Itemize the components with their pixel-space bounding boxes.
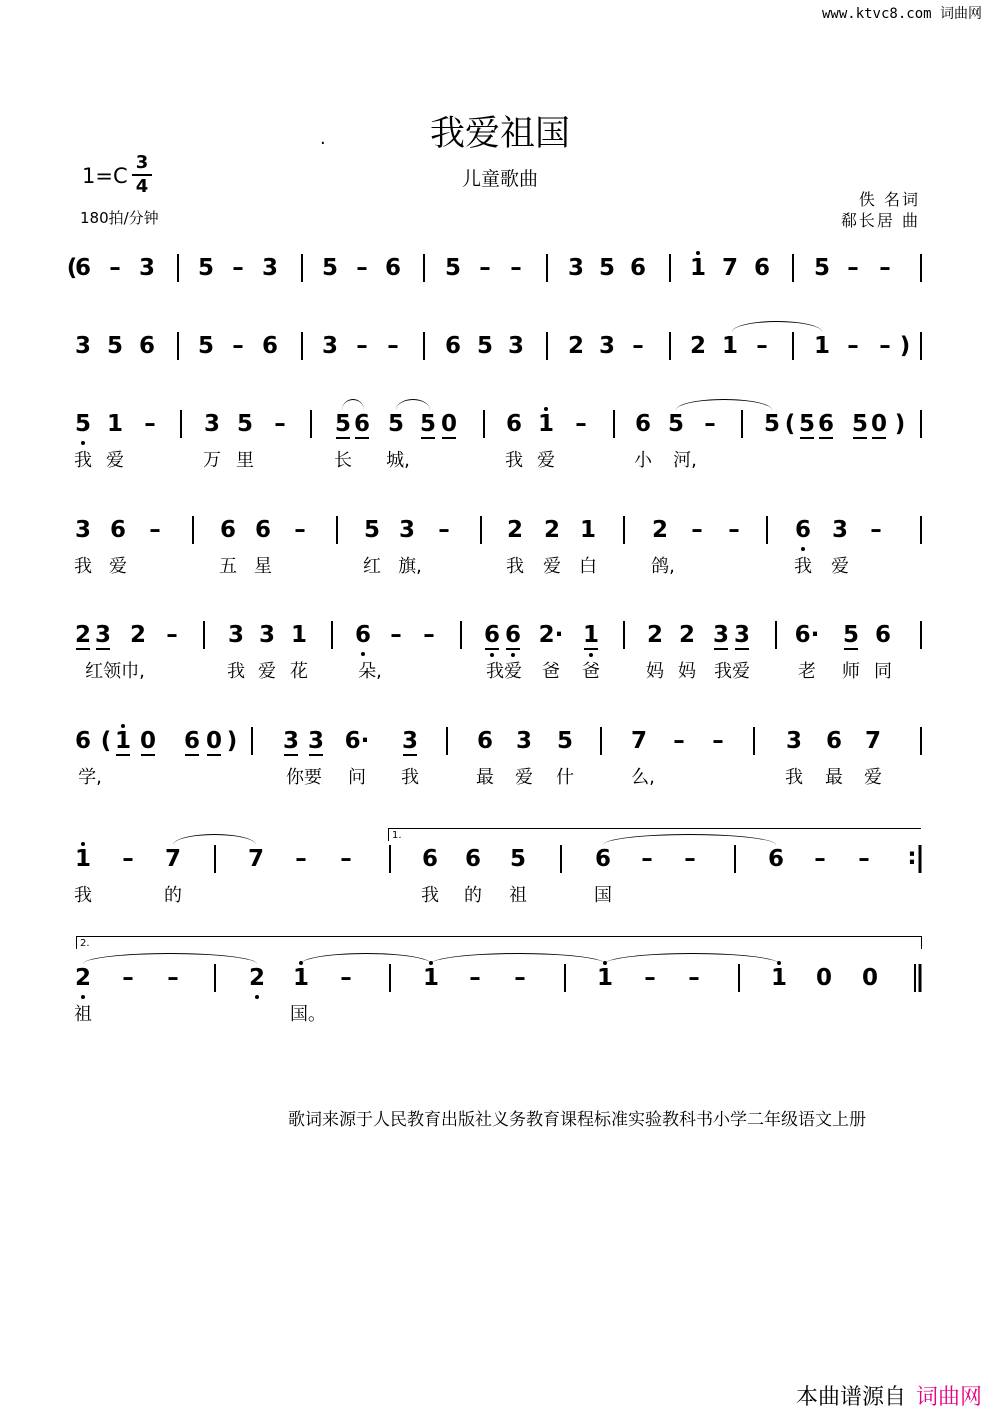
barline [564, 964, 566, 992]
lyric: 国。 [290, 1004, 326, 1025]
note: 5 [106, 333, 124, 359]
note: 6 [825, 728, 843, 754]
note: 6 [183, 728, 201, 754]
note: ( [784, 411, 796, 437]
note: 3 [567, 255, 585, 281]
note: – [232, 255, 244, 281]
note: – [144, 411, 156, 437]
note: 3 [515, 728, 533, 754]
note: – [294, 517, 306, 543]
lyric: 爱 [515, 767, 533, 788]
note: 1 [537, 411, 555, 437]
lyric: 城, [386, 450, 410, 471]
note: 1 [292, 965, 310, 991]
slur [431, 953, 605, 964]
note: – [684, 846, 696, 872]
note: 2 [646, 622, 664, 648]
note: 5 [197, 255, 215, 281]
barline [560, 845, 562, 873]
repeat-sign: : [907, 844, 917, 870]
note: ) [899, 333, 911, 359]
time-signature-top: 3 [135, 152, 149, 173]
lyric: 爱 [258, 661, 276, 682]
barline [331, 621, 333, 649]
time-signature-bottom: 4 [135, 176, 149, 197]
tempo-marking: 180拍/分钟 [80, 209, 159, 227]
lyric: 师 [842, 661, 860, 682]
barline [920, 727, 922, 755]
stray-mark: . [320, 128, 326, 149]
barline [192, 516, 194, 544]
slur [342, 399, 364, 410]
note: 1 [106, 411, 124, 437]
note: 2 [567, 333, 585, 359]
barline [480, 516, 482, 544]
lyric: 你要 [286, 767, 322, 788]
barline [180, 410, 182, 438]
lyric: 我爱 [714, 661, 750, 682]
lyric: 旗, [398, 556, 422, 577]
note: – [469, 965, 481, 991]
note: 2 [678, 622, 696, 648]
note: 5 [419, 411, 437, 437]
note: 2 [129, 622, 147, 648]
note: 0 [205, 728, 223, 754]
note: 3 [733, 622, 751, 648]
note: 7 [630, 728, 648, 754]
lyric: 爸 [582, 661, 600, 682]
slur [605, 953, 779, 964]
note: – [712, 728, 724, 754]
note: – [356, 333, 368, 359]
note: 5 [321, 255, 339, 281]
barline [301, 254, 303, 282]
note: – [673, 728, 685, 754]
note: 7 [164, 846, 182, 872]
note: 2 [543, 517, 561, 543]
note: 6· [344, 728, 370, 754]
note: 3 [138, 255, 156, 281]
lyric: 我 [74, 885, 92, 906]
lyric: 万 [203, 450, 221, 471]
lyric: 最 [825, 767, 843, 788]
lyric: 我 [401, 767, 419, 788]
note: 7 [247, 846, 265, 872]
note: 5 [598, 255, 616, 281]
note: 3 [785, 728, 803, 754]
lyric: 最 [476, 767, 494, 788]
lyric: 河, [673, 450, 697, 471]
note: – [644, 965, 656, 991]
barline [177, 254, 179, 282]
lyrics-source-note: 歌词来源于人民教育出版社义务教育课程标准实验教科书小学二年级语文上册 [288, 1110, 866, 1130]
lyric: 红领巾, [85, 661, 145, 682]
note: – [879, 255, 891, 281]
note: 5 [556, 728, 574, 754]
note: 1 [596, 965, 614, 991]
lyric: 的 [164, 885, 182, 906]
slur [396, 399, 430, 410]
song-subtitle: 儿童歌曲 [461, 168, 538, 190]
note: – [870, 517, 882, 543]
note: 0 [870, 411, 888, 437]
lyric: 我 [74, 450, 92, 471]
final-barline [919, 845, 922, 873]
note: 6 [138, 333, 156, 359]
barline [920, 516, 922, 544]
note: 6 [594, 846, 612, 872]
note: 6 [629, 255, 647, 281]
note: 2 [506, 517, 524, 543]
note: 6 [109, 517, 127, 543]
note: 1 [813, 333, 831, 359]
note: – [390, 622, 402, 648]
note: 5 [842, 622, 860, 648]
lyric: 爱 [109, 556, 127, 577]
note: – [847, 255, 859, 281]
barline [301, 332, 303, 360]
key-signature: 1=C [82, 164, 128, 188]
note: 3 [227, 622, 245, 648]
note: 1 [290, 622, 308, 648]
lyric: 祖 [74, 1004, 92, 1025]
lyric: 爱 [106, 450, 124, 471]
barline [389, 964, 391, 992]
final-barline [914, 964, 916, 992]
note: – [274, 411, 286, 437]
note: 6 [444, 333, 462, 359]
volta-1-label: 1. [392, 830, 402, 841]
note: 3 [203, 411, 221, 437]
lyric: 我 [421, 885, 439, 906]
lyric: 妈 [678, 661, 696, 682]
note: – [340, 846, 352, 872]
lyric: 老 [798, 661, 816, 682]
lyric: 爱 [543, 556, 561, 577]
slur [301, 953, 431, 964]
note: 6 [354, 622, 372, 648]
note: 0 [440, 411, 458, 437]
note: ( [100, 728, 112, 754]
note: 6 [74, 255, 92, 281]
note: 1 [689, 255, 707, 281]
barline [792, 254, 794, 282]
barline [734, 845, 736, 873]
note: 6 [219, 517, 237, 543]
note: 3 [712, 622, 730, 648]
brand-footer [796, 1380, 982, 1411]
note: 3 [598, 333, 616, 359]
barline [423, 254, 425, 282]
lyric: 我爱 [486, 661, 522, 682]
note: 2 [74, 622, 92, 648]
note: 7 [721, 255, 739, 281]
note: 6 [261, 333, 279, 359]
note: 3 [74, 517, 92, 543]
lyric: 红 [363, 556, 381, 577]
note: – [514, 965, 526, 991]
lyric: 爸 [542, 661, 560, 682]
barline [310, 410, 312, 438]
composer-credit: 郗长居 曲 [840, 211, 920, 230]
brand-name: 词曲网 [915, 1385, 982, 1410]
note: 1 [582, 622, 600, 648]
note: – [688, 965, 700, 991]
note: – [438, 517, 450, 543]
note: 1 [770, 965, 788, 991]
note: 6 [634, 411, 652, 437]
note: 6 [817, 411, 835, 437]
note: – [847, 333, 859, 359]
note: 6 [753, 255, 771, 281]
note: 6 [421, 846, 439, 872]
note: 5 [236, 411, 254, 437]
lyric: 的 [464, 885, 482, 906]
barline [600, 727, 602, 755]
note: – [122, 965, 134, 991]
note: 1 [579, 517, 597, 543]
note: 5 [763, 411, 781, 437]
lyric: 小 [634, 450, 652, 471]
note: 2 [651, 517, 669, 543]
note: 5 [813, 255, 831, 281]
note: – [166, 622, 178, 648]
note: 6 [384, 255, 402, 281]
slur [83, 953, 257, 964]
barline [792, 332, 794, 360]
note: 6 [767, 846, 785, 872]
slur [676, 399, 772, 410]
note: 3 [831, 517, 849, 543]
barline [920, 254, 922, 282]
note: – [575, 411, 587, 437]
lyric: 我 [794, 556, 812, 577]
note: 5 [476, 333, 494, 359]
note: 6· [794, 622, 820, 648]
note: 7 [864, 728, 882, 754]
lyric: 长 [334, 450, 352, 471]
note: 6 [74, 728, 92, 754]
note: 2 [689, 333, 707, 359]
note: 1 [114, 728, 132, 754]
note: 1 [74, 846, 92, 872]
note: – [691, 517, 703, 543]
barline [203, 621, 205, 649]
note: 5 [197, 333, 215, 359]
barline [214, 845, 216, 873]
lyric: 同 [874, 661, 892, 682]
song-title: 我爱祖国 [429, 114, 570, 154]
barline [546, 332, 548, 360]
note: ( [66, 255, 78, 281]
note: – [167, 965, 179, 991]
lyric: 里 [236, 450, 254, 471]
brand-text: 本曲谱源自 [795, 1385, 906, 1410]
lyric: 爱 [537, 450, 555, 471]
note: – [704, 411, 716, 437]
lyric: 我 [74, 556, 92, 577]
lyric: 祖 [509, 885, 527, 906]
note: 3 [258, 622, 276, 648]
lyric: 白 [579, 556, 597, 577]
note: – [479, 255, 491, 281]
barline [389, 845, 391, 873]
note: 3 [398, 517, 416, 543]
lyric: 爱 [864, 767, 882, 788]
lyric: 我 [227, 661, 245, 682]
slur [173, 834, 256, 845]
note: 5 [444, 255, 462, 281]
barline [669, 254, 671, 282]
note: – [340, 965, 352, 991]
note: 3 [307, 728, 325, 754]
note: 0 [815, 965, 833, 991]
final-barline [919, 964, 922, 992]
note: 6 [504, 622, 522, 648]
note: – [858, 846, 870, 872]
note: – [149, 517, 161, 543]
lyric: 爱 [831, 556, 849, 577]
note: – [641, 846, 653, 872]
note: – [728, 517, 740, 543]
barline [741, 410, 743, 438]
lyric: 星 [254, 556, 272, 577]
barline [423, 332, 425, 360]
barline [613, 410, 615, 438]
note: 1 [721, 333, 739, 359]
barline [446, 727, 448, 755]
note: 6 [483, 622, 501, 648]
note: 3 [261, 255, 279, 281]
note: – [879, 333, 891, 359]
note: 6 [464, 846, 482, 872]
barline [920, 621, 922, 649]
note: 5 [363, 517, 381, 543]
note: – [356, 255, 368, 281]
note: – [295, 846, 307, 872]
note: 0 [861, 965, 879, 991]
volta-2-label: 2. [80, 938, 90, 949]
barline [669, 332, 671, 360]
lyric: 么, [631, 767, 655, 788]
note: ) [894, 411, 906, 437]
note: 1 [422, 965, 440, 991]
note: ) [226, 728, 238, 754]
barline [251, 727, 253, 755]
note: 3 [74, 333, 92, 359]
barline [766, 516, 768, 544]
note: 5 [509, 846, 527, 872]
barline [738, 964, 740, 992]
note: – [756, 333, 768, 359]
note: 6 [794, 517, 812, 543]
barline [623, 516, 625, 544]
lyric: 五 [219, 556, 237, 577]
note: – [232, 333, 244, 359]
note: 3 [321, 333, 339, 359]
barline [623, 621, 625, 649]
note: – [510, 255, 522, 281]
note: – [814, 846, 826, 872]
lyric: 朵, [358, 661, 382, 682]
note: 5 [851, 411, 869, 437]
barline [775, 621, 777, 649]
note: 5 [798, 411, 816, 437]
note: 3 [401, 728, 419, 754]
lyric: 问 [348, 767, 366, 788]
lyric: 妈 [646, 661, 664, 682]
note: 2 [248, 965, 266, 991]
barline [214, 964, 216, 992]
slur [732, 321, 822, 332]
note: 0 [139, 728, 157, 754]
note: 5 [387, 411, 405, 437]
lyric: 我 [506, 556, 524, 577]
note: 6 [874, 622, 892, 648]
barline [920, 410, 922, 438]
note: 6 [353, 411, 371, 437]
lyric: 鸽, [651, 556, 675, 577]
barline [177, 332, 179, 360]
note: 6 [254, 517, 272, 543]
lyricist-credit: 佚 名词 [858, 190, 920, 209]
lyric: 我 [785, 767, 803, 788]
barline [546, 254, 548, 282]
note: – [122, 846, 134, 872]
note: – [423, 622, 435, 648]
note: 5 [334, 411, 352, 437]
site-watermark: www.ktvc8.com 词曲网 [821, 6, 982, 22]
note: 3 [94, 622, 112, 648]
barline [753, 727, 755, 755]
barline [483, 410, 485, 438]
lyric: 学, [78, 767, 102, 788]
note: 3 [282, 728, 300, 754]
note: 6 [476, 728, 494, 754]
note: 2· [538, 622, 564, 648]
note: 5 [74, 411, 92, 437]
lyric: 什 [556, 767, 574, 788]
barline [336, 516, 338, 544]
lyric: 国 [594, 885, 612, 906]
note: – [387, 333, 399, 359]
note: 5 [667, 411, 685, 437]
barline [460, 621, 462, 649]
barline [920, 332, 922, 360]
note: – [632, 333, 644, 359]
slur [603, 834, 776, 845]
note: 6 [505, 411, 523, 437]
lyric: 花 [290, 661, 308, 682]
note: 2 [74, 965, 92, 991]
lyric: 我 [505, 450, 523, 471]
note: 3 [507, 333, 525, 359]
note: – [109, 255, 121, 281]
